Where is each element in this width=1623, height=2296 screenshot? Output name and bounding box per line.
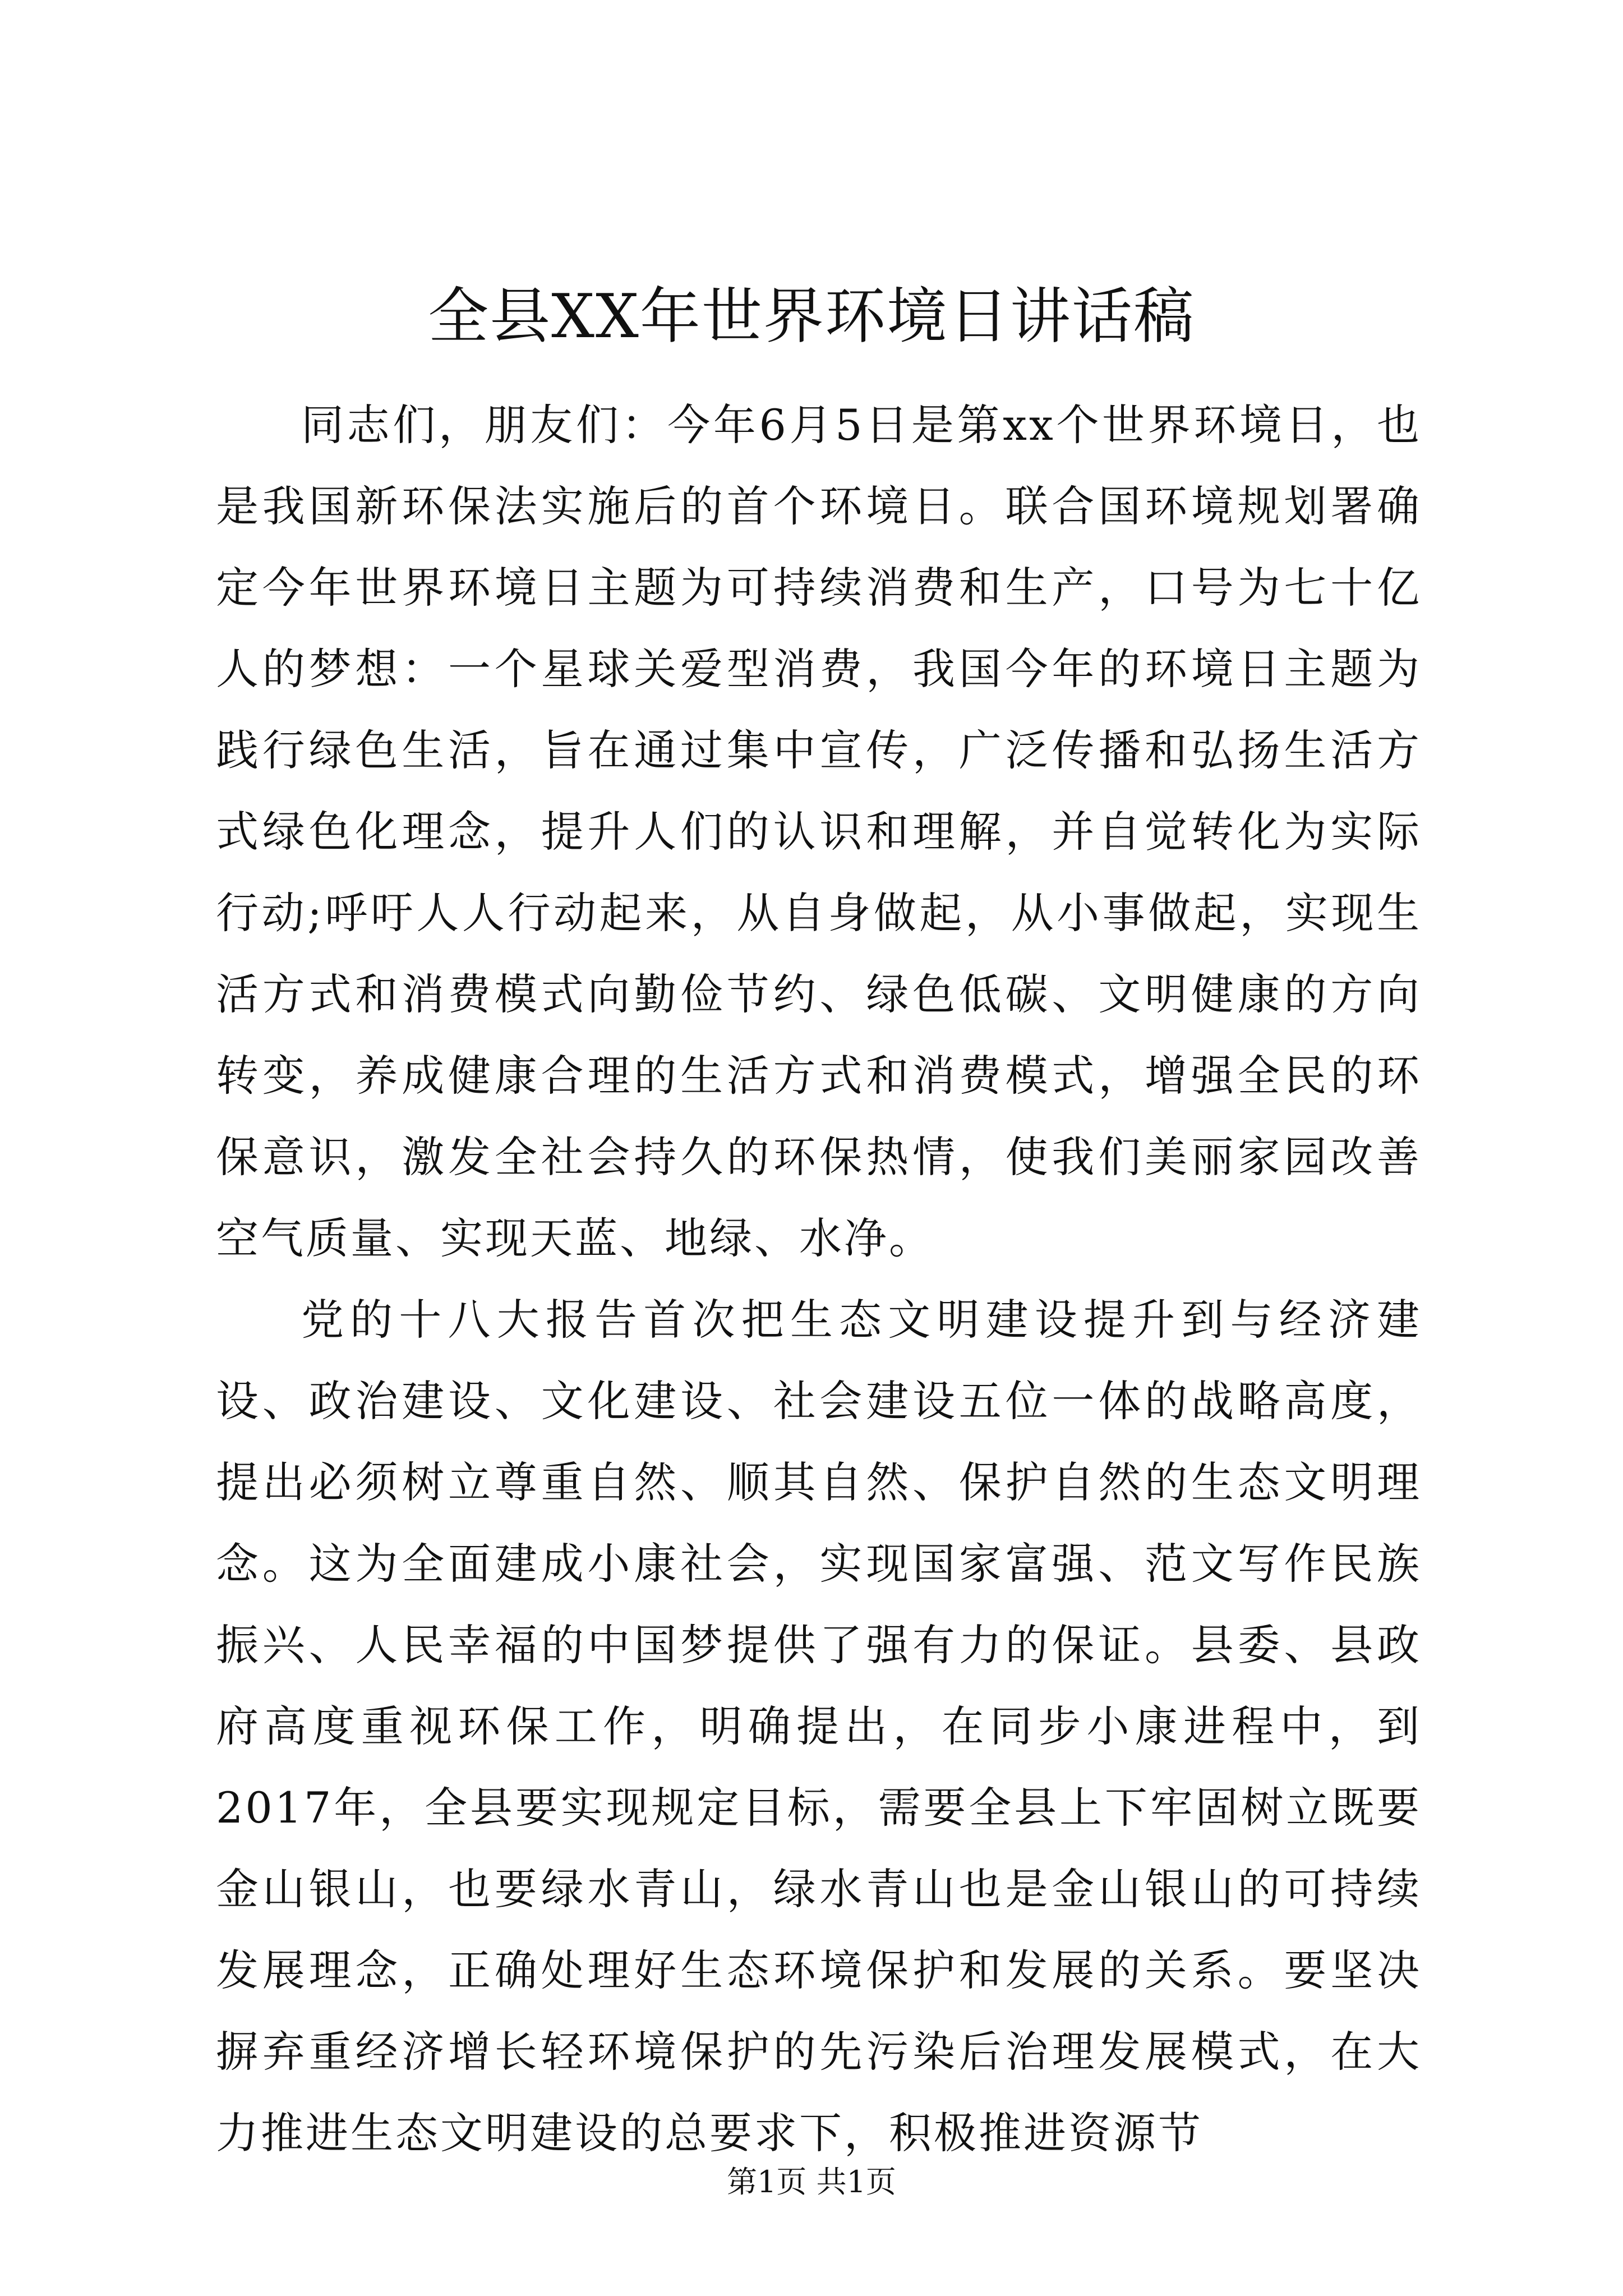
paragraph-2: 党的十八大报告首次把生态文明建设提升到与经济建设、政治建设、文化建设、社会建设五位一体的战略高度，提出必须树立尊重自然、顺其自然、保护自然的生态文明理念。这为全面建成小康社会，实现国家富强、范文写作民族振兴、人民幸福的中国梦提供了强有力的保证。县委、县政府高度重视环保工作，明确提出，在同步小康进程中，到2017年，全县要实现规定目标，需要全县上下牢固树立既要金山银山，也要绿水青山，绿水青山也是金山银山的可持续发展理念，正确处理好生态环境保护和发展的关系。要坚决摒弃重经济增长轻环境保护的先污染后治理发展模式，在大力推进生态文明建设的总要求下，积极推进资源节 <box>216 1295 1422 2158</box>
page-footer: 第1页 共1页 <box>727 2164 896 2200</box>
document-title: 全县XX年世界环境日讲话稿 <box>428 282 1195 352</box>
document-body <box>216 384 1422 2174</box>
paragraph-1: 同志们，朋友们：今年6月5日是第xx个世界环境日，也是我国新环保法实施后的首个环境日。联合国环境规划署确定今年世界环境日主题为可持续消费和生产，口号为七十亿人的梦想：一个星球关爱型消费，我国今年的环境日主题为践行绿色生活，旨在通过集中宣传，广泛传播和弘扬生活方式绿色化理念，提升人们的认识和理解，并自觉转化为实际行动;呼吁人人行动起来，从自身做起，从小事做起，实现生活方式和消费模式向勤俭节约、绿色低碳、文明健康的方向转变，养成健康合理的生活方式和消费模式，增强全民的环保意识，激发全社会持久的环保热情，使我们美丽家园改善空气质量、实现天蓝、地绿、水净。 <box>216 400 1422 1263</box>
